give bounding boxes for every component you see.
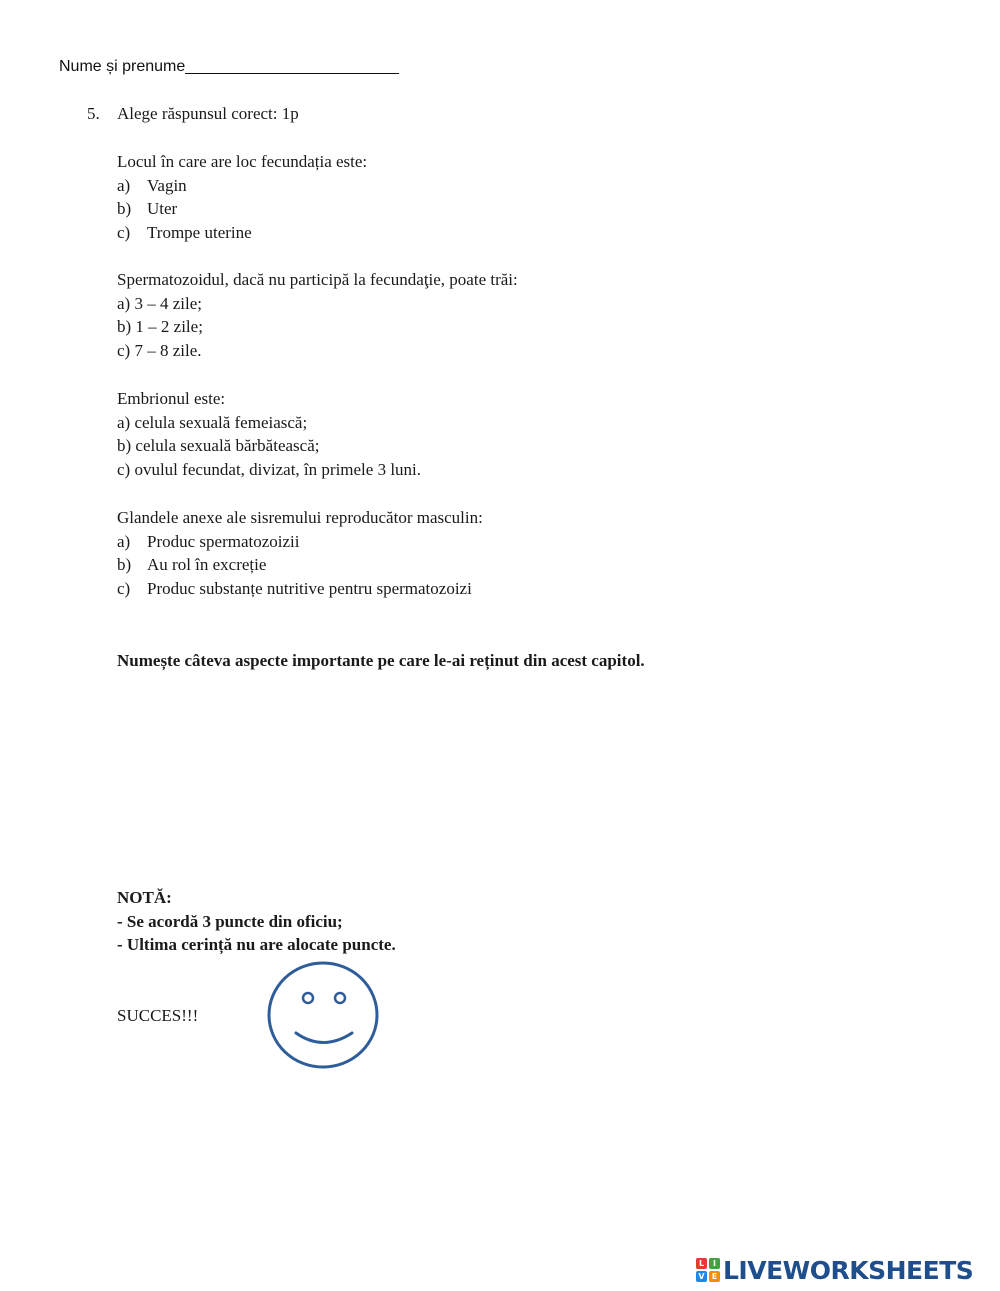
question-number: 5. [87, 104, 100, 123]
option-text: Produc substanțe nutritive pentru spermatozoizi [147, 579, 472, 599]
logo-block-e: E [709, 1271, 720, 1282]
liveworksheets-logo [696, 1254, 973, 1286]
student-name-field: Nume și prenume________________________ [59, 58, 399, 75]
option-a[interactable]: a) celula sexuală femeiască; [117, 412, 308, 432]
question-item-4 [117, 506, 483, 601]
smiley-face-icon [266, 960, 380, 1070]
item-stem: Spermatozoidul, dacă nu participă la fecundaţie, poate trăi: [117, 270, 518, 289]
option-text: Trompe uterine [147, 223, 252, 243]
logo-block-i: I [709, 1258, 720, 1269]
question-item-3 [117, 387, 421, 482]
item-stem: Locul în care are loc fecundația este: [117, 152, 368, 171]
option-letter: a) [117, 175, 131, 195]
item-stem: Glandele anexe ale sisremului reproducător masculin: [117, 508, 483, 527]
option-c[interactable]: c) ovulul fecundat, divizat, în primele 3 luni. [117, 460, 422, 480]
succes-text: SUCCES!!! [117, 1006, 199, 1025]
option-a[interactable]: a) 3 – 4 zile; [117, 293, 202, 313]
option-b[interactable]: b) celula sexuală bărbătească; [117, 436, 320, 456]
open-question [117, 649, 645, 673]
note-section [117, 886, 396, 957]
option-letter: a) [117, 531, 131, 551]
note-line-2: - Ultima cerință nu are alocate puncte. [117, 935, 396, 955]
option-letter: b) [117, 199, 132, 219]
item-stem: Embrionul este: [117, 389, 226, 408]
note-line-1: - Se acordă 3 puncte din oficiu; [117, 911, 343, 931]
option-text: Vagin [147, 175, 187, 195]
open-question-text: Numește câteva aspecte importante pe care le-ai reținut din acest capitol. [117, 651, 645, 670]
closing-text [117, 1004, 198, 1028]
option-b[interactable] [117, 197, 367, 221]
option-text: Uter [147, 199, 178, 219]
option-letter: c) [117, 223, 131, 243]
question-item-1 [117, 150, 367, 245]
logo-text: LIVEWORKSHEETS [723, 1255, 974, 1285]
option-a[interactable] [117, 174, 367, 198]
option-c[interactable]: c) 7 – 8 zile. [117, 341, 202, 361]
option-a[interactable] [117, 530, 483, 554]
option-letter: b) [117, 555, 132, 575]
option-b[interactable]: b) 1 – 2 zile; [117, 317, 203, 337]
question-prompt: Alege răspunsul corect: 1p [117, 104, 299, 123]
note-title: NOTĂ: [117, 888, 172, 907]
option-text: Produc spermatozoizii [147, 531, 300, 551]
option-text: Au rol în excreție [147, 555, 267, 575]
option-letter: c) [117, 579, 131, 599]
option-c[interactable] [117, 577, 483, 601]
option-b[interactable] [117, 553, 483, 577]
option-c[interactable] [117, 221, 367, 245]
logo-block-l: L [696, 1258, 707, 1269]
logo-block-v: V [696, 1271, 707, 1282]
question-item-2 [117, 268, 518, 363]
question-header [87, 104, 299, 124]
logo-blocks-icon [696, 1258, 720, 1282]
